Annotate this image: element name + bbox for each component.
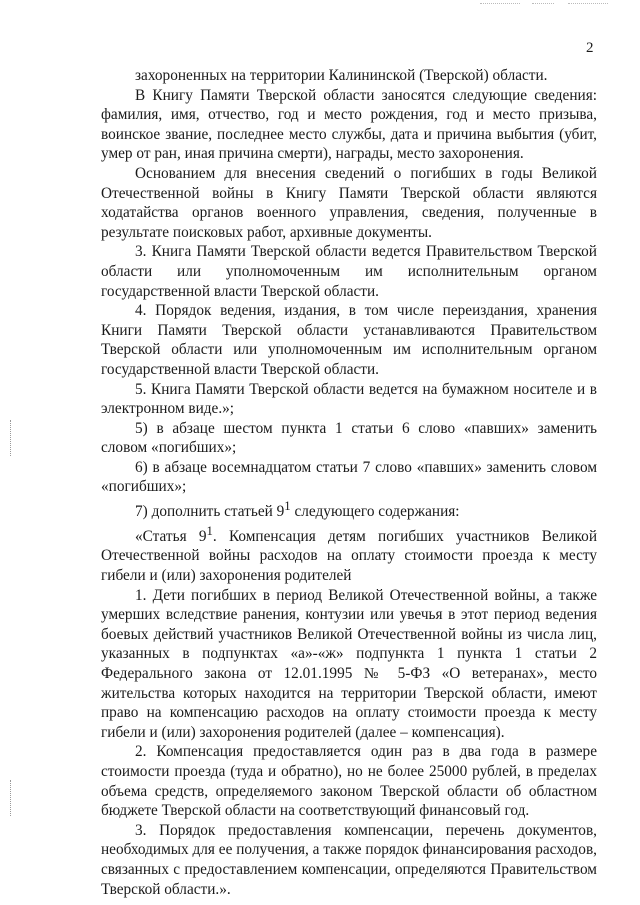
paragraph: 5. Книга Памяти Тверской области ведется на бумажном носителе и в электронном виде.»; — [101, 380, 597, 418]
article-title: «Статья $9^1$. Компенсация детям погибших участников Великой Отечественной войны расходов на оплату стоимости проезда к месту гибели и (или) захоронения родителей — [101, 523, 598, 585]
paragraph: 4. Порядок ведения, издания, в том числе переиздания, хранения Книги Памяти Тверской области устанавливаются Правительством Тверской области или уполномоченным им исполнительным органом государственной власти Тверской области. — [101, 302, 597, 378]
scan-artifact — [480, 3, 520, 5]
paragraph: 6) в абзаце восемнадцатом статьи 7 слово «павших» заменить словом «погибших»; — [101, 458, 597, 496]
paragraph: 3. Книга Памяти Тверской области ведется Правительством Тверской области или уполномоченным им исполнительным органом государственной власти Тверской области. — [101, 243, 597, 300]
scan-artifact — [568, 3, 608, 5]
paragraph: Основанием для внесения сведений о погибших в годы Великой Отечественной войны в Книгу Памяти Тверской области являются ходатайства органов военного управления, сведения, полученные в результате поисковых работ, архивные документы. — [101, 164, 597, 241]
document-body — [101, 66, 597, 899]
scan-artifact — [10, 780, 12, 816]
scan-artifact — [10, 420, 12, 456]
paragraph-item-7: 7) дополнить статьей $9^1$ следующего содержания: — [135, 499, 460, 521]
paragraph: захороненных на территории Калининской (Тверской) области. — [135, 67, 548, 84]
article-paragraph: 3. Порядок предоставления компенсации, перечень документов, необходимых для ее получения, а также порядок финансирования расходов, связанных с предоставлением компенсации, определяются Правительством Тверской области.». — [101, 821, 597, 898]
article-paragraph: 2. Компенсация предоставляется один раз в два года в размере стоимости проезда (туда и обратно), но не более 25000 рублей, в пределах объема средств, определяемого законом Тверской области об областном бюджете Тверской области на соответствующий финансовый год. — [101, 743, 597, 820]
article-paragraph: 1. Дети погибших в период Великой Отечественной войны, а также умерших вследствие ранения, контузии или увечья в этот период ведения боевых действий участников Великой Отечественной войны из числа лиц, указанных в подпунктах «а»-«ж» подпункта 1 пункта 1 статьи 2 Федерального закона от 12.01.1995 № 5-ФЗ «О ветеранах», место жительства которых находится на территории Тверской области, имеют право на компенсацию расходов на оплату стоимости проезда к месту гибели и (или) захоронения родителей (далее – компенсация). — [101, 586, 597, 741]
scan-artifact — [532, 3, 554, 5]
page-number: 2 — [586, 40, 594, 56]
paragraph: В Книгу Памяти Тверской области заносятся следующие сведения: фамилия, имя, отчество, год и место рождения, год и место призыва, воинское звание, последнее место службы, дата и причина выбытия (убит, умер от ран, иная причина смерти), награды, место захоронения. — [101, 86, 597, 163]
paragraph: 5) в абзаце шестом пункта 1 статьи 6 слово «павших» заменить словом «погибших»; — [101, 419, 597, 457]
